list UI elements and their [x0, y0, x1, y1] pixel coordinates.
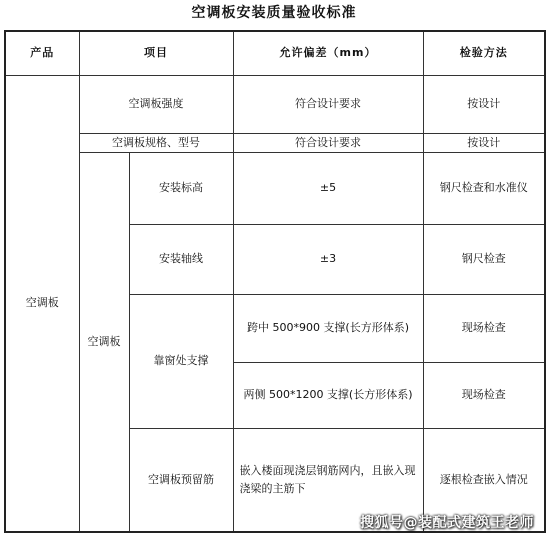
- header-tolerance: 允许偏差（mm）: [233, 31, 423, 75]
- group-cell: 空调板: [79, 152, 129, 532]
- header-product: 产品: [5, 31, 79, 75]
- method-cell: 现场检查: [423, 362, 545, 428]
- header-row: [5, 31, 545, 75]
- item-cell: 靠窗处支撑: [129, 294, 233, 428]
- page-title: 空调板安装质量验收标准: [191, 5, 357, 21]
- item-cell: 空调板预留筋: [129, 428, 233, 532]
- watermark: 搜狐号@装配式建筑王老师: [360, 515, 534, 531]
- header-item: 项目: [79, 31, 233, 75]
- tolerance-cell: 跨中 500*900 支撑(长方形体系): [233, 294, 423, 362]
- table-row: [5, 75, 545, 133]
- tolerance-cell: ±3: [233, 224, 423, 294]
- table-row: [5, 133, 545, 152]
- item-cell: 空调板规格、型号: [79, 133, 233, 152]
- method-cell: 按设计: [423, 133, 545, 152]
- header-method: 检验方法: [423, 31, 545, 75]
- item-cell: 空调板强度: [79, 75, 233, 133]
- table-row: [5, 152, 545, 224]
- method-cell: 钢尺检查: [423, 224, 545, 294]
- product-cell: 空调板: [5, 75, 79, 532]
- tolerance-cell: 符合设计要求: [233, 75, 423, 133]
- item-cell: 安装轴线: [129, 224, 233, 294]
- tolerance-cell: 符合设计要求: [233, 133, 423, 152]
- method-cell: 现场检查: [423, 294, 545, 362]
- tolerance-cell: ±5: [233, 152, 423, 224]
- method-cell: 钢尺检查和水准仪: [423, 152, 545, 224]
- item-cell: 安装标高: [129, 152, 233, 224]
- method-cell: 逐根检查嵌入情况: [423, 428, 545, 532]
- tolerance-cell: 嵌入楼面现浇层钢筋网内，且嵌入现浇梁的主筋下: [233, 428, 423, 532]
- method-cell: 按设计: [423, 75, 545, 133]
- tolerance-cell: 两侧 500*1200 支撑(长方形体系): [233, 362, 423, 428]
- acceptance-table: [4, 30, 546, 533]
